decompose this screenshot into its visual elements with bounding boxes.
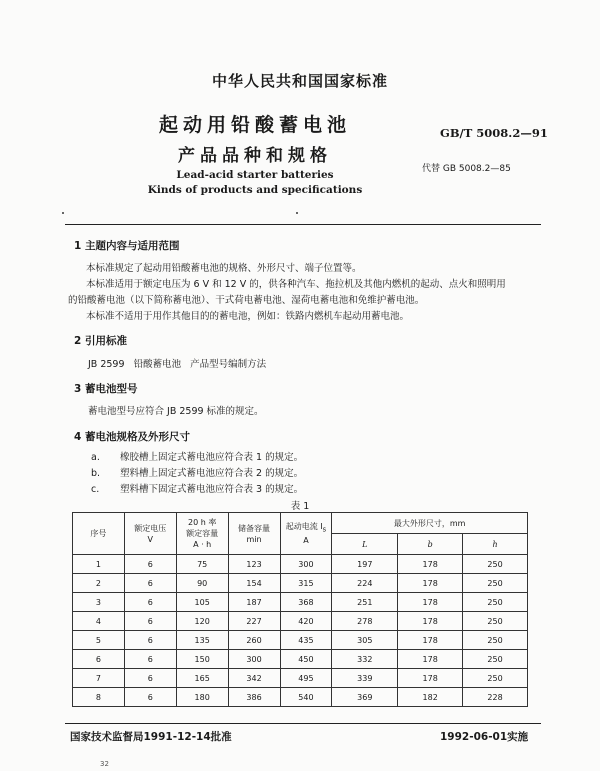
table-cell: 6 [124, 650, 176, 669]
table-cell: 540 [280, 688, 332, 707]
table-cell: 250 [463, 555, 528, 574]
table-cell: 178 [398, 612, 463, 631]
table-row [73, 669, 528, 688]
table-cell: 250 [463, 669, 528, 688]
page-number: 32 [100, 760, 109, 768]
table-cell: 250 [463, 593, 528, 612]
table-row [73, 555, 528, 574]
battery-spec-table [72, 512, 528, 707]
header-dim-h: h [463, 534, 528, 555]
header-rule [65, 224, 541, 225]
table-cell: 123 [228, 555, 280, 574]
section-1-paragraph: 本标准适用于额定电压为 6 V 和 12 V 的，供各种汽车、拖拉机及其他内燃机的起动、点火和照明用 [86, 279, 506, 290]
document-title-line1: 起动用铅酸蓄电池 [158, 114, 351, 136]
table-cell: 180 [176, 688, 228, 707]
list-item-marker: c. [91, 484, 100, 495]
table-cell: 332 [332, 650, 398, 669]
table-row [73, 593, 528, 612]
table-cell: 224 [332, 574, 398, 593]
table-cell: 182 [398, 688, 463, 707]
table-row [73, 688, 528, 707]
table-cell: 227 [228, 612, 280, 631]
scan-speck [62, 212, 64, 214]
table-cell: 251 [332, 593, 398, 612]
referenced-standard: JB 2599 铅酸蓄电池 产品型号编制方法 [88, 359, 267, 370]
table-cell: 178 [398, 650, 463, 669]
table-cell: 4 [73, 612, 125, 631]
table-row [73, 612, 528, 631]
list-item-text: 塑料槽下固定式蓄电池应符合表 3 的规定。 [120, 484, 304, 495]
table-cell: 250 [463, 574, 528, 593]
table-cell: 120 [176, 612, 228, 631]
table-cell: 300 [228, 650, 280, 669]
table-row [73, 631, 528, 650]
standard-number: GB/T 5008.2—91 [440, 126, 548, 140]
table-cell: 75 [176, 555, 228, 574]
section-3-heading: 3 蓄电池型号 [74, 383, 138, 395]
table-cell: 369 [332, 688, 398, 707]
table-cell: 105 [176, 593, 228, 612]
table-cell: 6 [124, 612, 176, 631]
table-cell: 7 [73, 669, 125, 688]
table-cell: 178 [398, 631, 463, 650]
section-2-heading: 2 引用标准 [74, 335, 127, 347]
header-voltage: 额定电压 V [124, 513, 176, 555]
list-item-marker: b. [91, 468, 101, 479]
table-cell: 6 [124, 555, 176, 574]
table-cell: 260 [228, 631, 280, 650]
table-row [73, 650, 528, 669]
section-3-paragraph: 蓄电池型号应符合 JB 2599 标准的规定。 [88, 406, 264, 417]
table-cell: 228 [463, 688, 528, 707]
english-title-line2: Kinds of products and specifications [147, 184, 363, 196]
english-title-line1: Lead-acid starter batteries [176, 169, 334, 181]
section-4-heading: 4 蓄电池规格及外形尺寸 [74, 431, 190, 443]
table-cell: 1 [73, 555, 125, 574]
implementation-date: 1992-06-01实施 [440, 731, 529, 743]
table-cell: 450 [280, 650, 332, 669]
table-cell: 339 [332, 669, 398, 688]
table-cell: 178 [398, 593, 463, 612]
section-1-heading: 1 主题内容与适用范围 [74, 240, 180, 252]
table-cell: 315 [280, 574, 332, 593]
table-cell: 368 [280, 593, 332, 612]
table-row [73, 574, 528, 593]
table-cell: 154 [228, 574, 280, 593]
table-cell: 135 [176, 631, 228, 650]
header-capacity: 20 h 率 额定容量 A · h [176, 513, 228, 555]
table-cell: 6 [124, 669, 176, 688]
section-1-paragraph: 本标准规定了起动用铅酸蓄电池的规格、外形尺寸、端子位置等。 [86, 263, 362, 274]
header-reserve-capacity: 储备容量 min [228, 513, 280, 555]
section-1-paragraph: 的铅酸蓄电池（以下简称蓄电池）、干式荷电蓄电池、湿荷电蓄电池和免维护蓄电池。 [68, 295, 425, 306]
header-dim-b: b [398, 534, 463, 555]
table-cell: 178 [398, 555, 463, 574]
table-cell: 6 [124, 631, 176, 650]
table-cell: 278 [332, 612, 398, 631]
replaces-standard: 代替 GB 5008.2—85 [422, 164, 511, 174]
approval-date: 国家技术监督局1991-12-14批准 [70, 731, 232, 743]
header-starting-current: 起动电流 $I_s$ A [280, 513, 332, 555]
table-cell: 6 [124, 574, 176, 593]
table-cell: 250 [463, 631, 528, 650]
table-caption: 表 1 [290, 501, 310, 512]
table-cell: 5 [73, 631, 125, 650]
table-cell: 6 [124, 593, 176, 612]
table-cell: 2 [73, 574, 125, 593]
table-cell: 6 [124, 688, 176, 707]
table-cell: 6 [73, 650, 125, 669]
table-cell: 90 [176, 574, 228, 593]
list-item-text: 橡胶槽上固定式蓄电池应符合表 1 的规定。 [120, 452, 304, 463]
table-cell: 495 [280, 669, 332, 688]
header-seq: 序号 [73, 513, 125, 555]
section-1-paragraph: 本标准不适用于用作其他目的的蓄电池，例如：铁路内燃机车起动用蓄电池。 [86, 311, 410, 322]
table-cell: 187 [228, 593, 280, 612]
table-cell: 3 [73, 593, 125, 612]
table-cell: 435 [280, 631, 332, 650]
table-cell: 342 [228, 669, 280, 688]
footer-rule [65, 723, 541, 724]
table-cell: 250 [463, 650, 528, 669]
table-cell: 250 [463, 612, 528, 631]
document-title-line2: 产品品种和规格 [178, 146, 332, 166]
table-cell: 178 [398, 574, 463, 593]
table-cell: 8 [73, 688, 125, 707]
national-standard-heading: 中华人民共和国国家标准 [211, 72, 388, 90]
table-cell: 300 [280, 555, 332, 574]
table-cell: 305 [332, 631, 398, 650]
header-max-dimensions: 最大外形尺寸，mm [332, 513, 528, 534]
list-item-marker: a. [91, 452, 100, 463]
table-cell: 165 [176, 669, 228, 688]
table-cell: 197 [332, 555, 398, 574]
table-cell: 386 [228, 688, 280, 707]
scan-speck [296, 212, 298, 214]
table-cell: 150 [176, 650, 228, 669]
list-item-text: 塑料槽上固定式蓄电池应符合表 2 的规定。 [120, 468, 304, 479]
table-cell: 420 [280, 612, 332, 631]
table-cell: 178 [398, 669, 463, 688]
header-dim-L: L [332, 534, 398, 555]
